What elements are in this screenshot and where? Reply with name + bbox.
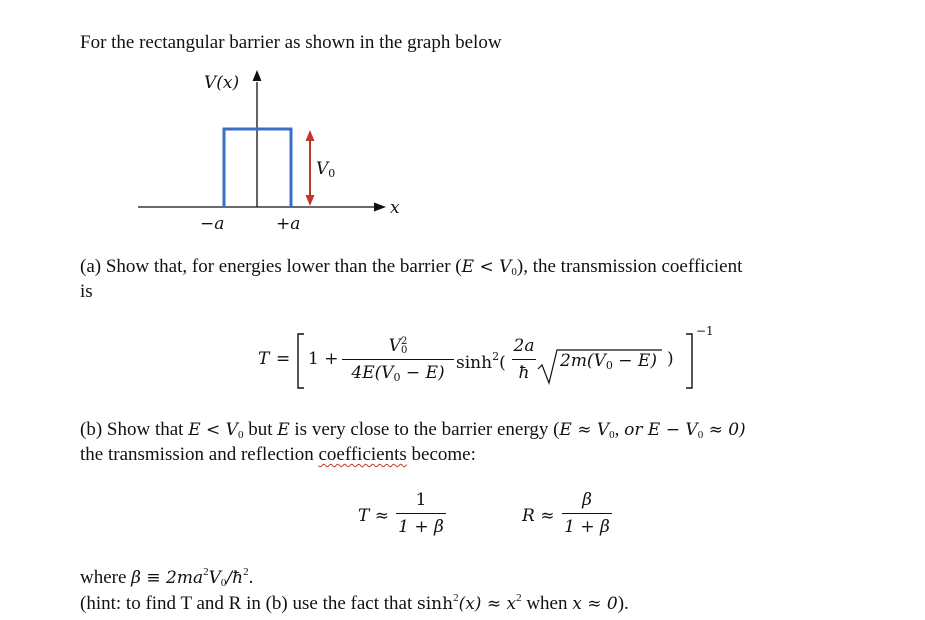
approx-T-fraction [396, 490, 446, 537]
x-axis-label: x [390, 198, 400, 218]
formula-one-plus: 1 + [308, 349, 339, 369]
spellcheck-flagged-word[interactable]: coefficients [318, 444, 407, 465]
part-b-statement-cont: the transmission and reflection coefficients become: [80, 444, 476, 465]
T-numerator: 1 [415, 490, 427, 510]
part-b-statement: (b) Show that $E < V_0$ but E is very close to the barrier energy ($E \approx V_0$, or $E - V_0 \approx 0$) [80, 419, 746, 441]
formula-equals: = [276, 349, 291, 369]
approx-R-lhs: R ≈ [522, 506, 555, 526]
formula-lhs: T [258, 349, 270, 369]
left-tick-label: −a [200, 214, 225, 234]
formula-sinh: $\sinh^2$( [456, 350, 506, 373]
intro-text: For the rectangular barrier as shown in the graph below [80, 32, 502, 53]
formula-fraction-2 [512, 336, 536, 383]
fraction-1-denominator: $4E(V_0 - E)$ [351, 363, 445, 384]
beta-definition: where $\beta \equiv 2ma^2V_0/ħ^2$. [80, 566, 254, 589]
R-numerator: β [582, 490, 592, 510]
y-axis-label: V(x) [204, 73, 240, 93]
formula-sqrt-body: $2m(V_0 - E)$ [560, 351, 657, 372]
formula-close-paren: ) [667, 349, 674, 369]
T-denominator: 1 + β [398, 517, 444, 537]
right-tick-label: +a [276, 214, 301, 234]
fraction-1-numerator: V 2 0 [388, 336, 408, 356]
part-a-statement-cont: is [80, 281, 93, 302]
fraction-2-numerator: 2a [513, 336, 535, 356]
fraction-2-denominator: ħ [518, 363, 530, 383]
approx-R-fraction [562, 490, 612, 537]
hint-text: (hint: to find T and R in (b) use the fact that $\sinh^2(x) \approx x^2$ when x ≈ 0). [80, 592, 629, 614]
part-a-statement: (a) Show that, for energies lower than the barrier $(E < V_0)$, the transmission coefficient [80, 256, 743, 278]
R-denominator: 1 + β [564, 517, 610, 537]
formula-exponent: −1 [696, 324, 714, 338]
approx-T-lhs: T ≈ [358, 506, 389, 526]
barrier-height-label: $V_0$ [316, 159, 336, 180]
formula-fraction-1 [342, 336, 454, 384]
